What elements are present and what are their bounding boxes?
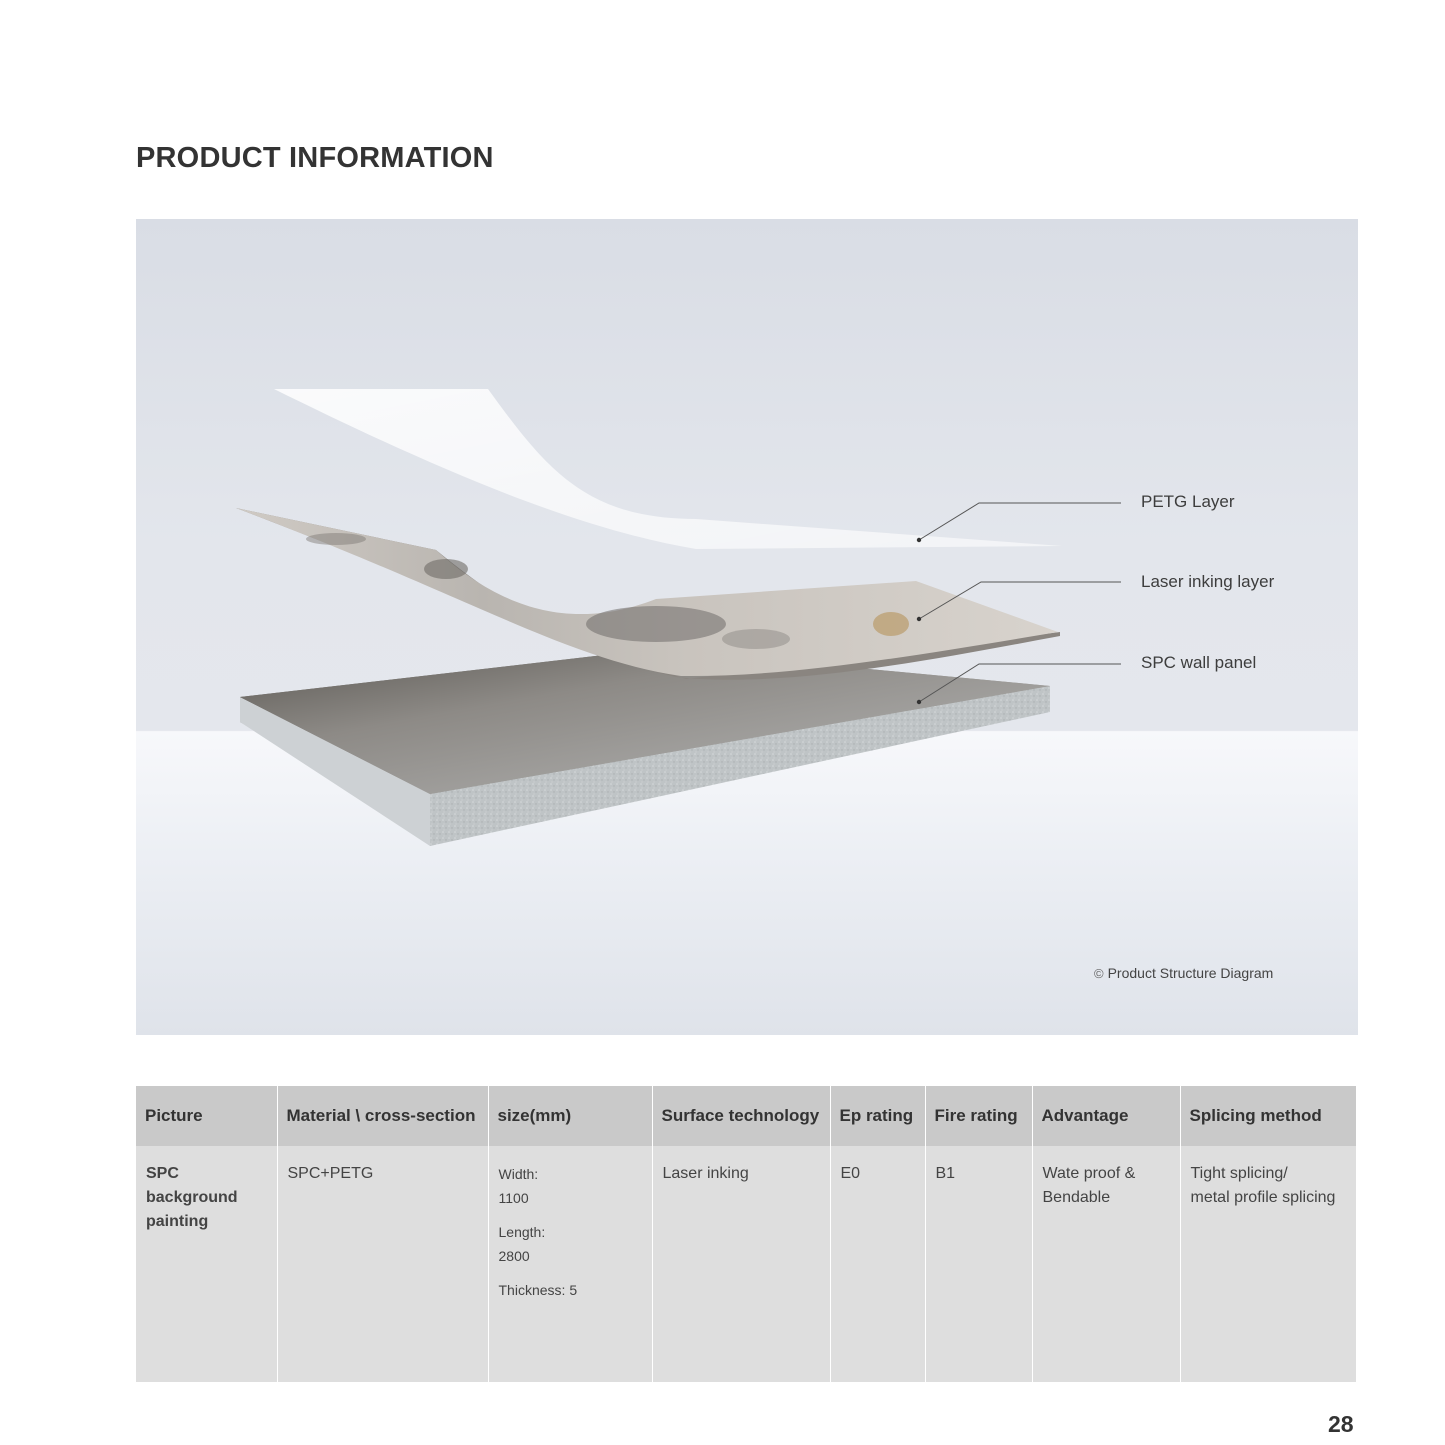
page-number: 28 [1328, 1411, 1354, 1437]
cell-surface-technology: Laser inking [652, 1146, 830, 1382]
caption-text: Product Structure Diagram [1107, 965, 1274, 981]
callout-spc-wall-panel: SPC wall panel [1141, 653, 1257, 672]
splicing-line-2: metal profile splicing [1190, 1189, 1336, 1206]
header-splicing-method: Splicing method [1180, 1086, 1356, 1146]
page-title: PRODUCT INFORMATION [136, 142, 494, 174]
callout-petg-layer: PETG Layer [1141, 492, 1235, 511]
header-picture: Picture [136, 1086, 277, 1146]
product-structure-diagram [136, 219, 1358, 1035]
size-thickness-value: 5 [569, 1282, 578, 1298]
advantage-line-2: Bendable [1042, 1189, 1111, 1206]
cell-splicing-method [1180, 1146, 1356, 1382]
copyright-mark: © [1094, 966, 1104, 981]
splicing-line-1: Tight splicing/ [1190, 1165, 1288, 1182]
cell-advantage [1032, 1146, 1180, 1382]
cell-ep-rating: E0 [830, 1146, 925, 1382]
table-header-row [136, 1086, 1356, 1146]
spc-wall-panel-shape [240, 649, 1050, 846]
header-material: Material \ cross-section [277, 1086, 488, 1146]
advantage-line-1: Wate proof & [1042, 1165, 1136, 1182]
header-fire-rating: Fire rating [925, 1086, 1032, 1146]
size-thickness-label: Thickness: [498, 1282, 566, 1298]
cell-fire-rating: B1 [925, 1146, 1032, 1382]
table-row [136, 1146, 1356, 1382]
size-width-value: 1100 [498, 1190, 529, 1206]
cell-material: SPC+PETG [277, 1146, 488, 1382]
header-advantage: Advantage [1032, 1086, 1180, 1146]
product-spec-table [136, 1086, 1356, 1382]
layer-illustration [136, 219, 1358, 1035]
header-ep-rating: Ep rating [830, 1086, 925, 1146]
header-surface-technology: Surface technology [652, 1086, 830, 1146]
diagram-caption [1094, 965, 1273, 981]
cell-size [488, 1146, 652, 1382]
cell-picture: SPC background painting [136, 1146, 277, 1382]
size-width-label: Width: [498, 1166, 539, 1182]
header-size: size(mm) [488, 1086, 652, 1146]
callout-laser-inking-layer: Laser inking layer [1141, 572, 1275, 591]
size-length-label: Length: [498, 1224, 546, 1240]
size-length-value: 2800 [498, 1248, 530, 1264]
